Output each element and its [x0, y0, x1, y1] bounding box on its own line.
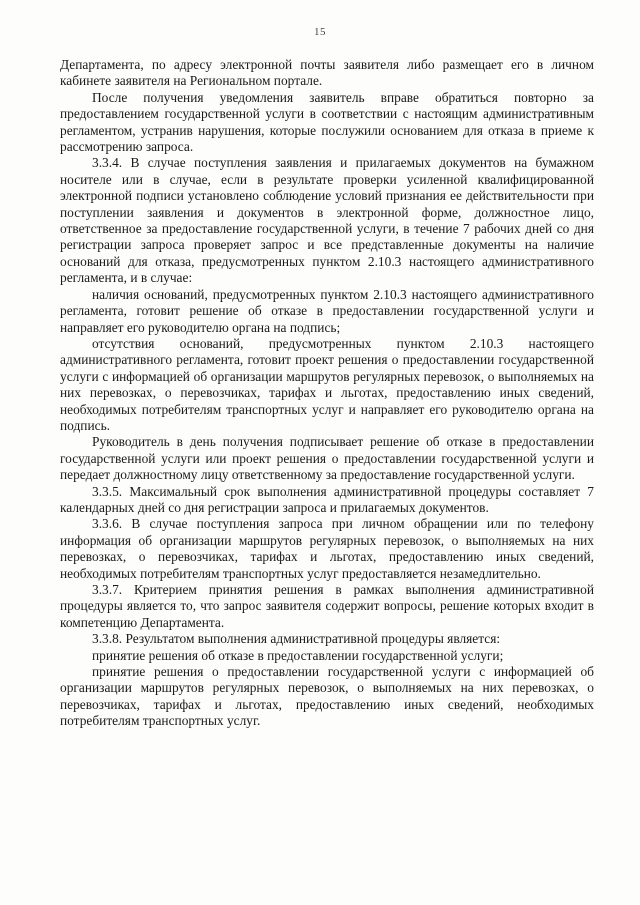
paragraph: наличия оснований, предусмотренных пунктом 2.10.3 настоящего административного регламента, готовит решение об отказе в предоставлении государственной услуги и направляет его руководителю органа на подпись;: [60, 286, 594, 335]
paragraph: После получения уведомления заявитель вправе обратиться повторно за предоставлением государственной услуги в соответствии с настоящим административным регламентом, устранив нарушения, которые послужили основанием для отказа в приеме к рассмотрению запроса.: [60, 89, 594, 155]
paragraph: 3.3.7. Критерием принятия решения в рамках выполнения административной процедуры является то, что запрос заявителя содержит вопросы, решение которых входит в компетенцию Департамента.: [60, 582, 594, 630]
paragraph: Департамента, по адресу электронной почты заявителя либо размещает его в личном кабинете заявителя на Региональном портале.: [60, 57, 594, 89]
page-number: 15: [314, 26, 326, 38]
paragraph: 3.3.8. Результатом выполнения административной процедуры является:: [92, 631, 501, 647]
paragraph: 3.3.6. В случае поступления запроса при личном обращении или по телефону информация об организации маршрутов регулярных перевозок, о выполняемых на них перевозках, о перевозчиках, тарифах и льготах, предоставлению иных сведений, необходимых потребителям транспортных услуг предоставляется незамедлительно.: [60, 516, 594, 581]
paragraph: отсутствия оснований, предусмотренных пунктом 2.10.3 настоящего административного регламента, готовит проект решения о предоставлении государственной услуги с информацией об организации маршрутов регулярных перевозок, о выполняемых на них перевозках, о перевозчиках, тарифах и льготах, предоставлению иных сведений, необходимых потребителям транспортных услуг и направляет его руководителю органа на подпись.: [60, 335, 594, 433]
paragraph: принятие решения об отказе в предоставлении государственной услуги;: [92, 647, 504, 663]
paragraph: 3.3.5. Максимальный срок выполнения административной процедуры составляет 7 календарных дней со дня регистрации запроса и прилагаемых документов.: [60, 483, 594, 515]
document-body: [60, 57, 594, 730]
paragraph: 3.3.4. В случае поступления заявления и прилагаемых документов на бумажном носителе или в случае, если в результате проверки усиленной квалифицированной электронной подписи установлено соблюдение условий признания ее действительности при поступлении заявления и документов в электронной форме, должностное лицо, ответственное за предоставление государственной услуги, в течение 7 рабочих дней со дня регистрации запроса проверяет запрос и все представленные документы на наличие оснований для отказа, предусмотренных пунктом 2.10.3 настоящего административного регламента, и в случае:: [60, 155, 594, 286]
paragraph: Руководитель в день получения подписывает решение об отказе в предоставлении государственной услуги или проект решения о предоставлении государственной услуги и передает должностному лицу ответственному за предоставление государственной услуги.: [60, 434, 594, 483]
paragraph: принятие решения о предоставлении государственной услуги с информацией об организации маршрутов регулярных перевозок, о выполняемых на них перевозках, о перевозчиках, тарифах и льготах, предоставлению иных сведений, необходимых потребителям транспортных услуг.: [60, 664, 594, 729]
